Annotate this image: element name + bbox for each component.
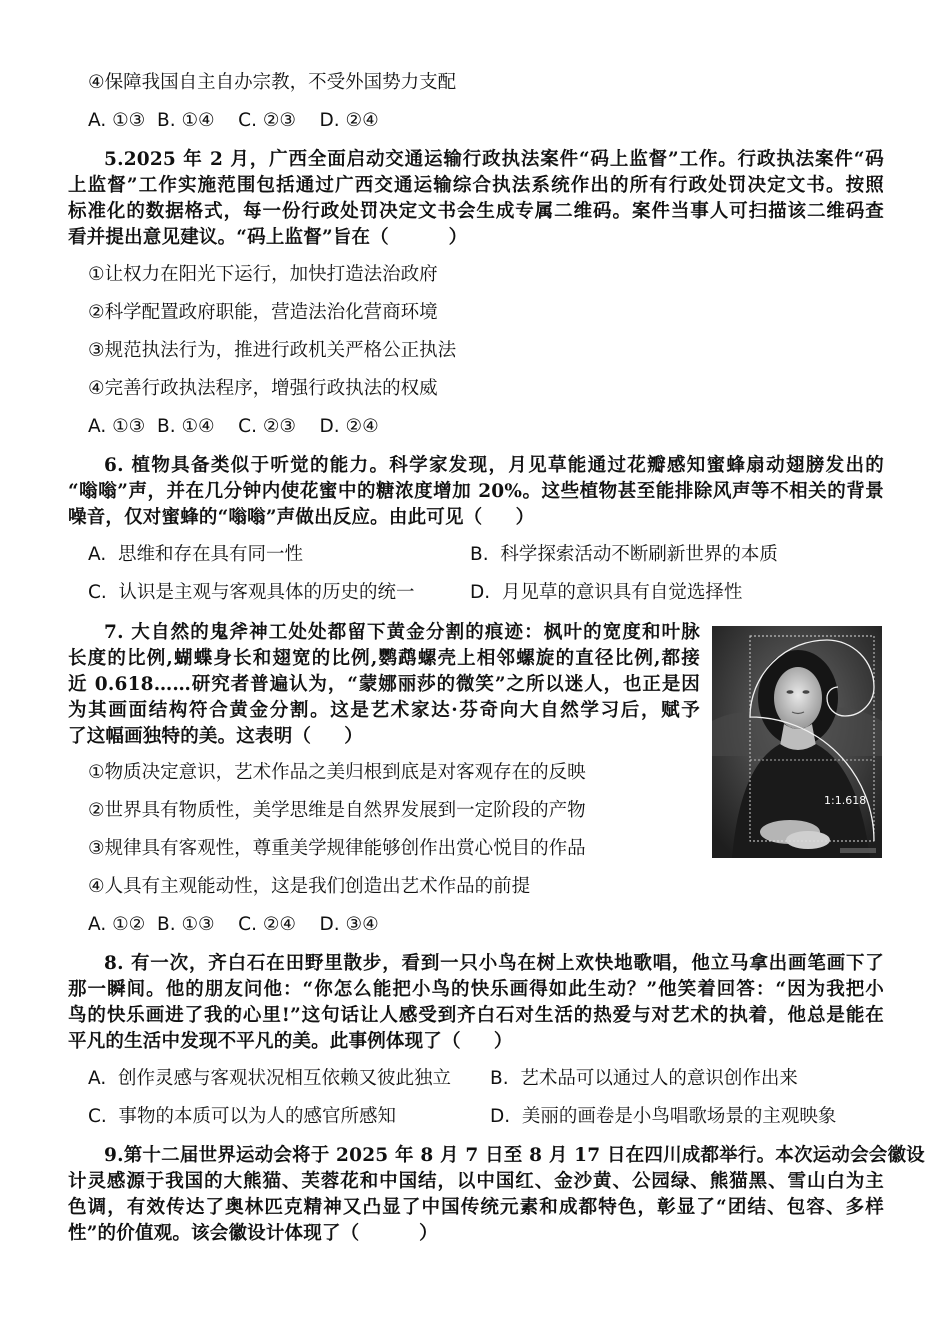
q7-stem-line-2: 长度的比例,蝴蝶身长和翅宽的比例,鹦鹉螺壳上相邻螺旋的直径比例,都接 (68, 648, 700, 669)
q8-stem-line-1: 8. 有一次，齐白石在田野里散步，看到一只小鸟在树上欢快地歌唱，他立马拿出画笔画下了 (104, 953, 884, 974)
golden-ratio-label: 1:1.618 (824, 794, 867, 807)
q8-stem-line-4: 平凡的生活中发现不平凡的美。此事例体现了（ ） (68, 1031, 513, 1052)
q7-statement-4: ④人具有主观能动性，这是我们创造出艺术作品的前提 (88, 876, 531, 897)
q5-stem-line-1: 5.2025 年 2 月，广西全面启动交通运输行政执法案件“码上监督”工作。行政执法案件“码 (104, 149, 884, 170)
q5-stem-line-2: 上监督”工作实施范围包括通过广西交通运输综合执法系统作出的所有行政处罚决定文书。按照 (68, 175, 884, 196)
q8-option-d: D. 美丽的画卷是小鸟唱歌场景的主观映象 (490, 1106, 837, 1127)
q7-stem-line-3: 近 0.618……研究者普遍认为，“蒙娜丽莎的微笑”之所以迷人，也正是因 (68, 674, 700, 695)
q5-options: A. ①③ B. ①④ C. ②③ D. ②④ (88, 416, 379, 437)
q6-option-c: C. 认识是主观与客观具体的历史的统一 (88, 582, 415, 603)
q9-stem-line-4: 性”的价值观。该会徽设计体现了（ ） (68, 1223, 438, 1244)
q7-statement-1: ①物质决定意识，艺术作品之美归根到底是对客观存在的反映 (88, 762, 586, 783)
q9-stem-line-2: 计灵感源于我国的大熊猫、芙蓉花和中国结，以中国红、金沙黄、公园绿、熊猫黑、雪山白为主 (68, 1171, 884, 1192)
q5-statement-3: ③规范执法行为，推进行政机关严格公正执法 (88, 340, 457, 361)
q6-stem-line-3: 噪音，仅对蜜蜂的“嗡嗡”声做出反应。由此可见（ ） (68, 507, 535, 528)
q8-option-c: C. 事物的本质可以为人的感官所感知 (88, 1106, 397, 1127)
q7-statement-2: ②世界具有物质性，美学思维是自然界发展到一定阶段的产物 (88, 800, 586, 821)
q8-stem-line-3: 鸟的快乐画进了我的心里!”这句话让人感受到齐白石对生活的热爱与对艺术的执着，他总是能在 (68, 1005, 884, 1026)
q6-option-b: B. 科学探索活动不断刷新世界的本质 (470, 544, 778, 565)
q5-statement-4: ④完善行政执法程序，增强行政执法的权威 (88, 378, 438, 399)
q6-option-a: A. 思维和存在具有同一性 (88, 544, 303, 565)
q8-option-b: B. 艺术品可以通过人的意识创作出来 (490, 1068, 798, 1089)
q6-option-d: D. 月见草的意识具有自觉选择性 (470, 582, 743, 603)
q6-stem-line-1: 6. 植物具备类似于听觉的能力。科学家发现，月见草能通过花瓣感知蜜蜂扇动翅膀发出的 (104, 455, 884, 476)
q5-statement-2: ②科学配置政府职能，营造法治化营商环境 (88, 302, 438, 323)
q7-statement-3: ③规律具有客观性，尊重美学规律能够创作出赏心悦目的作品 (88, 838, 586, 859)
q5-stem-line-4: 看并提出意见建议。“码上监督”旨在（ ） (68, 227, 468, 248)
q5-statement-1: ①让权力在阳光下运行，加快打造法治政府 (88, 264, 438, 285)
q7-stem-line-1: 7. 大自然的鬼斧神工处处都留下黄金分割的痕迹：枫叶的宽度和叶脉 (104, 622, 700, 643)
q7-stem-line-4: 为其画面结构符合黄金分割。这是艺术家达·芬奇向大自然学习后，赋予 (68, 700, 700, 721)
q9-stem-line-3: 色调，有效传达了奥林匹克精神又凸显了中国传统元素和成都特色，彰显了“团结、包容、多样 (68, 1197, 884, 1218)
mona-lisa-illustration (712, 626, 882, 858)
q9-stem-line-1: 9.第十二届世界运动会将于 2025 年 8 月 7 日至 8 月 17 日在四川成都举行。本次运动会会徽设 (104, 1145, 925, 1166)
q8-stem-line-2: 那一瞬间。他的朋友问他：“你怎么能把小鸟的快乐画得如此生动？”他笑着回答：“因为我把小 (68, 979, 884, 1000)
q7-options: A. ①② B. ①③ C. ②④ D. ③④ (88, 914, 379, 935)
watermark-mark (840, 848, 876, 853)
q4-statement-4: ④保障我国自主自办宗教，不受外国势力支配 (88, 72, 457, 93)
mona-lisa-golden-ratio-image (712, 626, 882, 858)
q6-stem-line-2: “嗡嗡”声，并在几分钟内使花蜜中的糖浓度增加 20%。这些植物甚至能排除风声等不相关的背景 (68, 481, 884, 502)
q5-stem-line-3: 标准化的数据格式，每一份行政处罚决定文书会生成专属二维码。案件当事人可扫描该二维码查 (68, 201, 884, 222)
q4-options: A. ①③ B. ①④ C. ②③ D. ②④ (88, 110, 379, 131)
q8-option-a: A. 创作灵感与客观状况相互依赖又彼此独立 (88, 1068, 451, 1089)
q7-stem-line-5: 了这幅画独特的美。这表明（ ） (68, 726, 364, 747)
